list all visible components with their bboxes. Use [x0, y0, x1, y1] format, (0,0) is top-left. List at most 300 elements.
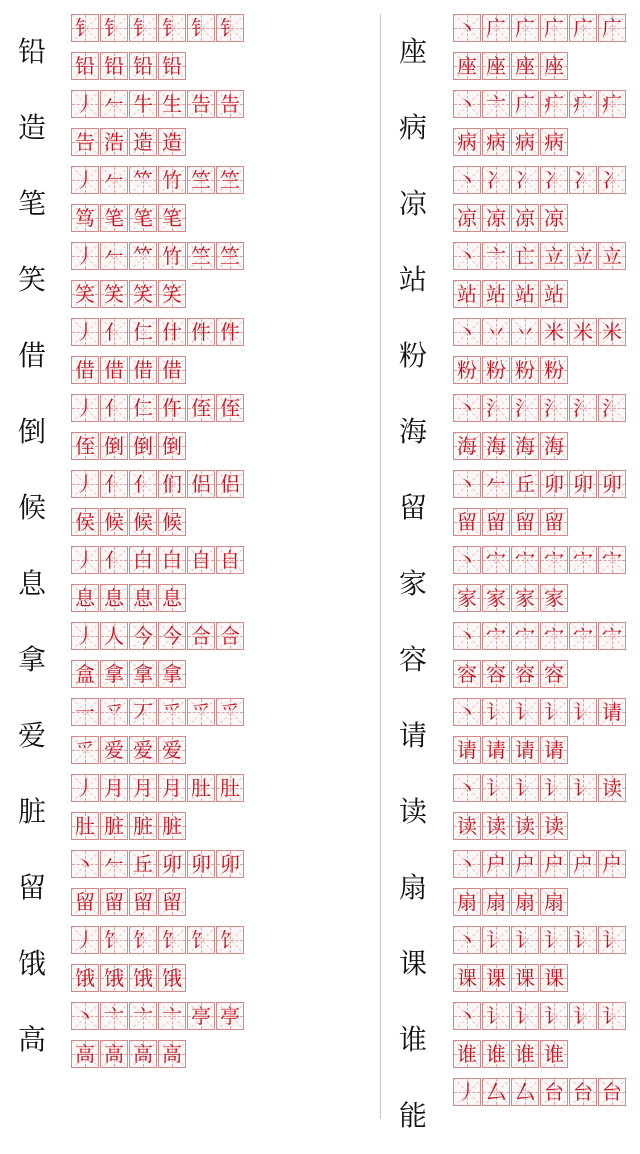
stroke-step-glyph: 谁 — [486, 1042, 506, 1066]
stroke-step-cell — [71, 508, 99, 536]
stroke-step-cell — [598, 546, 626, 574]
stroke-step-glyph: 息 — [104, 586, 124, 610]
stroke-order-row — [453, 52, 569, 80]
stroke-step-glyph: 件 — [220, 320, 240, 344]
stroke-step-glyph: 米 — [602, 320, 622, 344]
character-label: 留 — [17, 871, 46, 904]
stroke-step-glyph: 息 — [133, 586, 153, 610]
stroke-step-glyph: 丿 — [75, 92, 95, 116]
stroke-step-cell — [71, 1040, 99, 1068]
stroke-step-cell — [453, 1078, 481, 1106]
stroke-step-cell — [511, 470, 539, 498]
stroke-order-row — [71, 204, 187, 232]
character-label: 谁 — [398, 1023, 427, 1056]
stroke-step-cell — [482, 812, 510, 840]
stroke-step-cell — [129, 204, 157, 232]
stroke-step-glyph: 一 — [75, 700, 95, 724]
stroke-order-row — [71, 470, 245, 498]
stroke-step-cell — [100, 926, 128, 954]
stroke-step-glyph: 家 — [457, 586, 477, 610]
stroke-step-cell — [158, 660, 186, 688]
stroke-step-cell — [71, 584, 99, 612]
stroke-step-glyph: 借 — [133, 358, 153, 382]
stroke-step-glyph: 宀 — [486, 548, 506, 572]
stroke-step-cell — [216, 926, 244, 954]
character-entry — [381, 470, 640, 546]
stroke-step-glyph: 谁 — [515, 1042, 535, 1066]
stroke-step-cell — [540, 432, 568, 460]
character-entry — [0, 166, 380, 242]
stroke-step-glyph: 容 — [515, 662, 535, 686]
character-label: 能 — [398, 1099, 427, 1132]
stroke-step-cell — [453, 774, 481, 802]
stroke-step-cell — [540, 698, 568, 726]
stroke-step-cell — [100, 660, 128, 688]
stroke-step-glyph: 亻 — [104, 472, 124, 496]
stroke-order-row — [453, 926, 627, 954]
character-entry — [0, 394, 380, 470]
stroke-step-cell — [569, 318, 597, 346]
stroke-step-cell — [511, 52, 539, 80]
stroke-step-cell — [129, 1040, 157, 1068]
stroke-step-cell — [598, 470, 626, 498]
character-label: 爱 — [17, 719, 46, 752]
stroke-step-glyph: 讠 — [602, 928, 622, 952]
stroke-order-row — [453, 1040, 569, 1068]
stroke-step-glyph: 讠 — [602, 1004, 622, 1028]
stroke-step-glyph: 饿 — [162, 966, 182, 990]
stroke-step-glyph: 丶 — [457, 472, 477, 496]
character-entry — [381, 698, 640, 774]
stroke-step-cell — [482, 888, 510, 916]
stroke-step-glyph: 丶 — [457, 168, 477, 192]
stroke-step-glyph: 竹 — [162, 244, 182, 268]
stroke-order-row — [453, 736, 569, 764]
stroke-step-glyph: 讠 — [515, 928, 535, 952]
stroke-step-cell — [453, 698, 481, 726]
stroke-step-cell — [187, 546, 215, 574]
stroke-step-cell — [453, 546, 481, 574]
stroke-step-cell — [453, 394, 481, 422]
stroke-step-cell — [540, 204, 568, 232]
stroke-step-glyph: 宀 — [515, 548, 535, 572]
stroke-step-cell — [100, 432, 128, 460]
character-label: 粉 — [398, 339, 427, 372]
character-label: 座 — [398, 35, 427, 68]
stroke-step-cell — [100, 204, 128, 232]
stroke-step-cell — [511, 812, 539, 840]
stroke-step-cell — [511, 356, 539, 384]
stroke-step-cell — [187, 850, 215, 878]
stroke-step-glyph: 台 — [544, 1080, 564, 1104]
stroke-step-cell — [71, 888, 99, 916]
stroke-step-glyph: 讠 — [544, 700, 564, 724]
stroke-step-cell — [482, 546, 510, 574]
stroke-step-glyph: 氵 — [486, 396, 506, 420]
stroke-step-glyph: 氵 — [602, 396, 622, 420]
stroke-step-cell — [569, 14, 597, 42]
stroke-step-cell — [511, 736, 539, 764]
stroke-step-glyph: 扇 — [544, 890, 564, 914]
stroke-step-glyph: 立 — [573, 244, 593, 268]
stroke-step-cell — [598, 318, 626, 346]
stroke-step-glyph: 丶 — [457, 396, 477, 420]
stroke-step-glyph: 讠 — [515, 1004, 535, 1028]
stroke-step-glyph: 饣 — [104, 928, 124, 952]
stroke-step-cell — [158, 470, 186, 498]
stroke-step-cell — [598, 166, 626, 194]
stroke-step-glyph: 亭 — [220, 1004, 240, 1028]
stroke-step-cell — [158, 698, 186, 726]
stroke-step-glyph: 丿 — [75, 928, 95, 952]
stroke-step-glyph: 候 — [133, 510, 153, 534]
stroke-step-cell — [482, 774, 510, 802]
stroke-step-glyph: 𠂉 — [104, 168, 124, 192]
stroke-order-row — [453, 432, 569, 460]
stroke-step-cell — [158, 280, 186, 308]
stroke-step-cell — [100, 736, 128, 764]
stroke-step-glyph: 丿 — [75, 624, 95, 648]
stroke-step-glyph: 竹 — [162, 168, 182, 192]
stroke-order-row — [71, 964, 187, 992]
stroke-step-cell — [158, 52, 186, 80]
stroke-step-glyph: 卯 — [220, 852, 240, 876]
stroke-step-glyph: 扇 — [515, 890, 535, 914]
stroke-step-cell — [187, 1002, 215, 1030]
stroke-step-cell — [100, 166, 128, 194]
stroke-step-cell — [158, 736, 186, 764]
stroke-step-glyph: 月 — [104, 776, 124, 800]
character-label: 脏 — [17, 795, 46, 828]
stroke-order-row — [71, 584, 187, 612]
character-label: 读 — [398, 795, 427, 828]
stroke-step-cell — [129, 356, 157, 384]
stroke-step-cell — [158, 14, 186, 42]
stroke-step-glyph: 容 — [457, 662, 477, 686]
stroke-step-cell — [482, 166, 510, 194]
stroke-step-cell — [71, 546, 99, 574]
stroke-step-glyph: 肚 — [220, 776, 240, 800]
stroke-step-cell — [453, 128, 481, 156]
stroke-order-row — [71, 736, 187, 764]
stroke-step-glyph: 笑 — [104, 282, 124, 306]
stroke-step-glyph: 座 — [515, 54, 535, 78]
stroke-step-glyph: 月 — [133, 776, 153, 800]
stroke-step-glyph: 们 — [162, 472, 182, 496]
stroke-step-glyph: 丶 — [75, 1004, 95, 1028]
stroke-step-cell — [482, 1078, 510, 1106]
character-entry — [381, 90, 640, 166]
stroke-step-cell — [216, 318, 244, 346]
character-label: 饿 — [17, 947, 46, 980]
stroke-step-glyph: 宀 — [602, 548, 622, 572]
stroke-step-cell — [100, 90, 128, 118]
stroke-step-cell — [511, 166, 539, 194]
stroke-step-glyph: 铅 — [162, 54, 182, 78]
stroke-step-cell — [482, 204, 510, 232]
stroke-step-cell — [540, 166, 568, 194]
character-label: 站 — [398, 263, 427, 296]
stroke-step-glyph: 读 — [486, 814, 506, 838]
stroke-step-glyph: 爫 — [75, 738, 95, 762]
stroke-step-glyph: 站 — [457, 282, 477, 306]
stroke-step-cell — [598, 1078, 626, 1106]
character-label: 拿 — [17, 643, 46, 676]
stroke-step-glyph: 讠 — [486, 776, 506, 800]
stroke-step-glyph: 今 — [162, 624, 182, 648]
stroke-step-cell — [482, 432, 510, 460]
stroke-step-cell — [100, 622, 128, 650]
stroke-step-glyph: 丶 — [75, 852, 95, 876]
stroke-step-cell — [482, 736, 510, 764]
stroke-step-glyph: 宀 — [486, 624, 506, 648]
character-label: 高 — [17, 1023, 46, 1056]
stroke-step-cell — [569, 774, 597, 802]
stroke-step-cell — [71, 318, 99, 346]
stroke-step-glyph: 竺 — [220, 244, 240, 268]
stroke-step-glyph: 白 — [133, 548, 153, 572]
character-label: 扇 — [398, 871, 427, 904]
stroke-step-glyph: 仁 — [133, 320, 153, 344]
stroke-step-cell — [129, 470, 157, 498]
stroke-step-glyph: 丿 — [75, 168, 95, 192]
stroke-order-row — [71, 356, 187, 384]
stroke-step-glyph: 肚 — [75, 814, 95, 838]
stroke-step-cell — [129, 90, 157, 118]
stroke-step-glyph: 侯 — [75, 510, 95, 534]
stroke-step-glyph: 宀 — [515, 624, 535, 648]
stroke-step-glyph: 凉 — [544, 206, 564, 230]
stroke-step-cell — [482, 1040, 510, 1068]
stroke-step-glyph: 丷 — [486, 320, 506, 344]
stroke-step-cell — [511, 660, 539, 688]
stroke-step-cell — [100, 52, 128, 80]
stroke-step-cell — [129, 128, 157, 156]
stroke-step-cell — [598, 1002, 626, 1030]
stroke-step-cell — [482, 14, 510, 42]
stroke-step-cell — [511, 1002, 539, 1030]
stroke-step-cell — [540, 394, 568, 422]
stroke-order-row — [453, 1002, 627, 1030]
stroke-step-glyph: 丶 — [457, 852, 477, 876]
stroke-step-cell — [129, 52, 157, 80]
stroke-step-cell — [216, 470, 244, 498]
character-label: 笔 — [17, 187, 46, 220]
stroke-step-glyph: 丘 — [133, 852, 153, 876]
stroke-step-cell — [71, 470, 99, 498]
stroke-step-glyph: 台 — [602, 1080, 622, 1104]
stroke-step-cell — [129, 926, 157, 954]
stroke-step-cell — [482, 698, 510, 726]
stroke-order-row — [71, 926, 245, 954]
stroke-step-cell — [71, 774, 99, 802]
stroke-step-glyph: 病 — [515, 130, 535, 154]
character-label: 请 — [398, 719, 427, 752]
stroke-step-cell — [71, 14, 99, 42]
stroke-step-cell — [482, 926, 510, 954]
stroke-order-row — [453, 470, 627, 498]
stroke-step-glyph: 牛 — [133, 92, 153, 116]
stroke-step-cell — [158, 166, 186, 194]
stroke-step-cell — [129, 242, 157, 270]
stroke-step-glyph: 冫 — [486, 168, 506, 192]
stroke-step-glyph: 广 — [544, 16, 564, 40]
stroke-step-cell — [540, 584, 568, 612]
stroke-step-cell — [453, 14, 481, 42]
stroke-step-cell — [216, 394, 244, 422]
stroke-step-glyph: 冫 — [573, 168, 593, 192]
stroke-step-cell — [540, 546, 568, 574]
stroke-step-cell — [482, 508, 510, 536]
character-label: 容 — [398, 643, 427, 676]
stroke-step-cell — [453, 166, 481, 194]
stroke-step-glyph: 笑 — [162, 282, 182, 306]
stroke-step-glyph: 留 — [544, 510, 564, 534]
stroke-step-cell — [540, 774, 568, 802]
stroke-step-glyph: 请 — [515, 738, 535, 762]
stroke-step-cell — [158, 774, 186, 802]
stroke-step-cell — [540, 14, 568, 42]
stroke-step-glyph: 留 — [515, 510, 535, 534]
stroke-step-glyph: 自 — [220, 548, 240, 572]
stroke-step-cell — [100, 1002, 128, 1030]
stroke-step-cell — [187, 14, 215, 42]
stroke-step-cell — [569, 470, 597, 498]
stroke-step-glyph: 借 — [162, 358, 182, 382]
stroke-step-cell — [569, 394, 597, 422]
stroke-step-glyph: 月 — [162, 776, 182, 800]
stroke-step-cell — [598, 698, 626, 726]
stroke-step-cell — [71, 356, 99, 384]
stroke-step-cell — [158, 584, 186, 612]
stroke-step-glyph: 饣 — [162, 928, 182, 952]
stroke-step-glyph: 请 — [457, 738, 477, 762]
stroke-step-cell — [511, 774, 539, 802]
stroke-step-cell — [100, 128, 128, 156]
stroke-step-glyph: 盒 — [75, 662, 95, 686]
stroke-step-cell — [158, 964, 186, 992]
stroke-step-cell — [511, 888, 539, 916]
stroke-step-glyph: 竺 — [220, 168, 240, 192]
character-entry — [381, 774, 640, 850]
stroke-step-cell — [598, 622, 626, 650]
character-entry — [0, 774, 380, 850]
stroke-step-glyph: 𠂉 — [104, 244, 124, 268]
stroke-step-glyph: 宀 — [573, 624, 593, 648]
stroke-step-glyph: 厶 — [515, 1080, 535, 1104]
stroke-step-cell — [216, 90, 244, 118]
stroke-step-glyph: 脏 — [162, 814, 182, 838]
stroke-step-glyph: 借 — [75, 358, 95, 382]
stroke-step-cell — [453, 432, 481, 460]
stroke-step-cell — [100, 584, 128, 612]
stroke-step-cell — [100, 1040, 128, 1068]
stroke-step-glyph: 仵 — [162, 396, 182, 420]
stroke-step-glyph: 冫 — [544, 168, 564, 192]
stroke-order-row — [453, 90, 627, 118]
stroke-order-row — [453, 622, 627, 650]
stroke-step-cell — [158, 812, 186, 840]
stroke-step-cell — [129, 166, 157, 194]
stroke-step-glyph: 饣 — [133, 928, 153, 952]
stroke-step-cell — [187, 394, 215, 422]
stroke-step-cell — [540, 128, 568, 156]
stroke-order-row — [71, 280, 187, 308]
stroke-step-cell — [482, 356, 510, 384]
stroke-step-cell — [540, 318, 568, 346]
stroke-step-cell — [158, 1002, 186, 1030]
stroke-step-glyph: 高 — [104, 1042, 124, 1066]
stroke-step-glyph: 户 — [573, 852, 593, 876]
stroke-step-cell — [216, 166, 244, 194]
stroke-step-cell — [129, 964, 157, 992]
stroke-order-row — [71, 14, 245, 42]
stroke-step-cell — [569, 90, 597, 118]
stroke-step-cell — [158, 432, 186, 460]
character-entry — [381, 242, 640, 318]
stroke-order-row — [71, 660, 187, 688]
stroke-step-glyph: 讠 — [573, 928, 593, 952]
stroke-step-glyph: 告 — [220, 92, 240, 116]
stroke-step-glyph: 亡 — [515, 244, 535, 268]
stroke-step-cell — [216, 546, 244, 574]
stroke-step-glyph: 卯 — [573, 472, 593, 496]
character-label: 课 — [398, 947, 427, 980]
stroke-step-glyph: 海 — [515, 434, 535, 458]
stroke-step-cell — [482, 280, 510, 308]
character-label: 铅 — [17, 35, 46, 68]
stroke-step-cell — [129, 432, 157, 460]
stroke-step-glyph: 息 — [162, 586, 182, 610]
stroke-step-cell — [540, 470, 568, 498]
stroke-order-row — [453, 166, 627, 194]
stroke-step-cell — [540, 888, 568, 916]
stroke-step-cell — [100, 14, 128, 42]
stroke-step-glyph: 丿 — [75, 396, 95, 420]
stroke-step-cell — [129, 660, 157, 688]
stroke-step-cell — [100, 888, 128, 916]
stroke-step-glyph: 什 — [162, 320, 182, 344]
stroke-step-cell — [71, 280, 99, 308]
stroke-step-glyph: 铅 — [75, 54, 95, 78]
stroke-step-cell — [540, 1002, 568, 1030]
stroke-step-cell — [187, 774, 215, 802]
stroke-step-cell — [71, 128, 99, 156]
stroke-step-glyph: 丶 — [457, 244, 477, 268]
stroke-step-glyph: 请 — [544, 738, 564, 762]
stroke-step-cell — [569, 850, 597, 878]
stroke-step-cell — [158, 850, 186, 878]
stroke-step-cell — [511, 318, 539, 346]
stroke-step-cell — [71, 432, 99, 460]
stroke-step-glyph: 侣 — [220, 472, 240, 496]
stroke-step-glyph: 告 — [191, 92, 211, 116]
stroke-step-cell — [598, 926, 626, 954]
stroke-step-cell — [71, 1002, 99, 1030]
stroke-step-glyph: 米 — [573, 320, 593, 344]
stroke-step-cell — [71, 812, 99, 840]
stroke-step-glyph: 饣 — [191, 928, 211, 952]
stroke-step-cell — [100, 318, 128, 346]
stroke-step-glyph: 𥫗 — [133, 244, 153, 268]
stroke-step-cell — [511, 698, 539, 726]
stroke-step-glyph: 课 — [486, 966, 506, 990]
stroke-step-glyph: 宀 — [602, 624, 622, 648]
stroke-step-glyph: 家 — [544, 586, 564, 610]
stroke-step-cell — [511, 1040, 539, 1068]
stroke-step-glyph: 造 — [133, 130, 153, 154]
stroke-step-glyph: 读 — [515, 814, 535, 838]
